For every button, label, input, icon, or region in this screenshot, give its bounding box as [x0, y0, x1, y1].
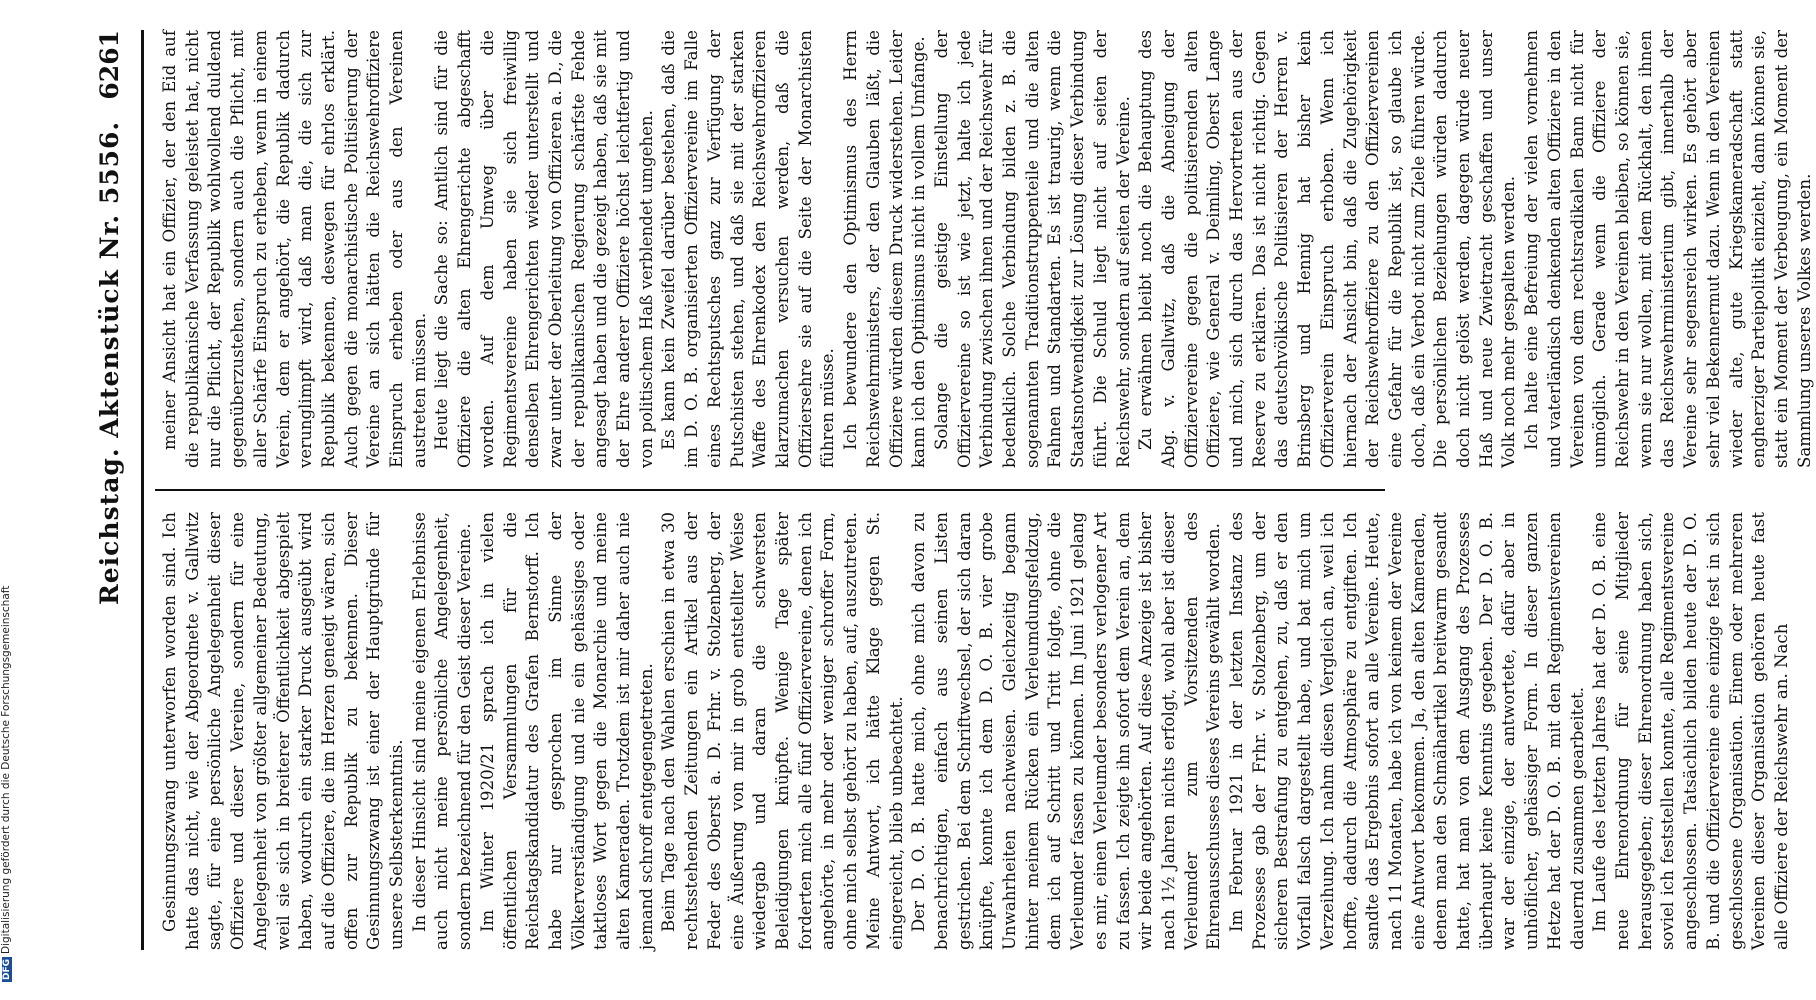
paragraph: In dieser Hinsicht sind meine eigenen Erlebnisse auch nicht meine persönliche Angelegenheit, sondern bezeichnend für den Geist dieser Vereine.	[409, 512, 475, 950]
paragraph: Im Laufe des letzten Jahres hat der D. O. B. eine neue Ehrenordnung für seine Mitglieder herausgegeben; dieser Ehrenordnung haben sich, soviel ich feststellen konnte, alle Regimentsvereine angeschlossen. Tatsächlich bilden heute der D. O. B. und die Offiziervereine eine einzige fest in sich geschlossene Organisation. Einem oder mehreren Vereinen dieser Organisation gehören heute fast alle Offiziere der Reichswehr an. Nach	[1590, 512, 1791, 950]
paragraph: Im Winter 1920/21 sprach ich in vielen öffentlichen Versammlungen für die Reichstagskandidatur des Grafen Bernstorff. Ich habe nur gesprochen im Sinne der Völkerverständigung und nie ein gehässiges oder taktloses Wort gegen die Monarchie und meine alten Kameraden. Trotzdem ist mir daher auch nie jemand schroff entgegengetreten.	[477, 512, 656, 950]
digitization-credit	[0, 12, 14, 982]
dfg-logo-icon: DFG	[2, 958, 12, 980]
paragraph: Zu erwähnen bleibt noch die Behauptung des Abg. v. Gallwitz, daß die Abneigung der Offiziervereine gegen die politisierenden alten Offiziere, wie General v. Deimling, Oberst Lange und mich, sich durch das Hervortreten aus der Reserve zu erklären. Das ist nicht richtig. Gegen das deutschvölkische Politisieren der Herren v. Brinsberg und Hennig hat bisher kein Offizierverein Einspruch erhoben. Wenn ich hiernach der Ansicht bin, daß die Zugehörigkeit der Reichswehroffiziere zu den Offiziervereinen eine Gefahr für die Republik ist, so glaube ich doch, daß ein Verbot nicht zum Ziele führen würde. Die persönlichen Beziehungen würden dadurch doch nicht gelöst werden, dagegen würde neuer Haß und neue Zwietracht geschaffen und unser Volk noch mehr gespalten werden.	[1136, 30, 1519, 468]
credit-text: Digitalisierung gefördert durch die Deutsche Forschungsgemeinschaft	[0, 585, 12, 954]
text-column-right	[159, 30, 1814, 468]
document-scan	[95, 30, 1814, 950]
text-column-left	[159, 512, 1791, 950]
page-header	[95, 30, 143, 950]
paragraph: Es kann kein Zweifel darüber bestehen, daß die im D. O. B. organisierten Offiziervereine im Falle eines Rechtsputsches ganz zur Verfügung der Putschisten stehen, und daß sie mit der starken Waffe des Ehrenkodex den Reichswehroffizieren klarzumachen versuchen werden, daß die Offiziersehre sie auf die Seite der Monarchisten führen müsse.	[659, 30, 838, 468]
paragraph: Solange die geistige Einstellung der Offiziervereine so ist wie jetzt, halte ich jede Verbindung zwischen ihnen und der Reichswehr für bedenklich. Solche Verbindung bilden z. B. die sogenannten Traditionstruppenteile und die alten Fahnen und Standarten. Es ist traurig, wenn die Staatsnotwendigkeit zur Lösung dieser Verbindung führt. Die Schuld liegt nicht auf seiten der Reichswehr, sondern auf seiten der Vereine.	[931, 30, 1133, 468]
page-number: 6261	[95, 30, 124, 100]
paragraph: Gesinnungszwang unterworfen worden sind. Ich hatte das nicht, wie der Abgeordnete v. Gallwitz sagte, für eine persönliche Angelegenheit dieser Offiziere und dieser Vereine, sondern für eine Angelegenheit von größter allgemeiner Bedeutung, weil sie sich in breiterer Öffentlichkeit abgespielt haben, wodurch ein starker Druck ausgeübt wird auf die Offiziere, die im Herzen geneigt wären, sich offen zur Republik zu bekennen. Dieser Gesinnungszwang ist einer der Hauptgründe für unsere Selbsterkenntnis.	[160, 512, 407, 950]
column-divider	[155, 489, 1385, 491]
header-title: Reichstag. Aktenstück Nr. 5556.	[95, 120, 124, 605]
paragraph: Der D. O. B. hatte mich, ohne mich davon zu benachrichtigen, einfach aus seinen Listen gestrichen. Bei dem Schriftwechsel, der sich daran knüpfte, konnte ich dem D. O. B. vier grobe Unwahrheiten nachweisen. Gleichzeitig begann hinter meinem Rücken ein Verleumdungsfeldzug, dem ich auf Schritt und Tritt folgte, ohne die Verleumder fassen zu können. Im Juni 1921 gelang es mir, einen Verleumder besonders verlogener Art zu fassen. Ich zeigte ihn sofort dem Verein an, dem wir beide angehörten. Auf diese Anzeige ist bisher nach 1½ Jahren nichts erfolgt, wohl aber ist dieser Verleumder zum Vorsitzenden des Ehrenausschusses dieses Vereins gewählt worden.	[909, 512, 1224, 950]
paragraph: Ich bewundere den Optimismus des Herrn Reichswehrministers, der den Glauben läßt, die Offiziere würden diesem Druck widerstehen. Leider kann ich den Optimismus nicht in vollem Umfange.	[841, 30, 929, 468]
paragraph: Heute liegt die Sache so: Amtlich sind für die Offiziere die alten Ehrengerichte abgeschafft worden. Auf dem Umweg über die Regimentsvereine haben sie sich freiwillig denselben Ehrengerichten wieder unterstellt und zwar unter der Oberleitung von Offizieren a. D., die der republikanischen Regierung schärfste Fehde angesagt haben und die gezeigt haben, daß sie mit der Ehre anderer Offiziere höchst leichtfertig und von politischem Haß verblendet umgehen.	[432, 30, 656, 468]
paragraph: meiner Ansicht hat ein Offizier, der den Eid auf die republikanische Verfassung geleistet hat, nicht nur die Pflicht, der Republik wohlwollend duldend gegenüberzustehen, sondern auch die Pflicht, mit aller Schärfe Einspruch zu erheben, wenn in einem Verein, dem er angehört, die Republik dadurch verunglimpft wird, daß man die, die sich zur Republik bekennen, deswegen für ehrlos erklärt. Auch gegen die monarchistische Politisierung der Vereine an sich hätten die Reichswehroffiziere Einspruch erheben oder aus den Vereinen austreten müssen.	[160, 30, 429, 468]
paragraph: Beim Tage nach den Wahlen erschien in etwa 30 rechtsstehenden Zeitungen ein Artikel aus der Feder des Oberst a. D. Frhr. v. Stolzenberg, der eine Äußerung von mir in grob entstellter Weise wiedergab und daran die schwersten Beleidigungen knüpfte. Wenige Tage später forderten mich alle fünf Offiziervereine, denen ich angehörte, in mehr oder weniger schroffer Form, ohne mich selbst gehört zu haben, auf, auszutreten. Meine Antwort, ich hätte Klage gegen St. eingereicht, blieb unbeachtet.	[659, 512, 906, 950]
paragraph: Im Februar 1921 in der letzten Instanz des Prozesses gab der Frhr. v. Stolzenberg, um der sicheren Bestrafung zu entgehen, zu, daß er den Vorfall falsch dargestellt habe, und bat mich um Verzeihung. Ich nahm diesen Vergleich an, weil ich hoffte, dadurch die Atmosphäre zu entgiften. Ich sandte das Ergebnis sofort an alle Vereine. Heute, nach 11 Monaten, habe ich von keinem der Vereine eine Antwort bekommen. Ja, den alten Kameraden, denen man den Schmähartikel breitwarm gesandt hatte, hat man von dem Ausgang des Prozesses überhaupt keine Kenntnis gegeben. Der D. O. B. war der einzige, der antwortete, dafür aber in unhöflicher, gehässiger Form. In dieser ganzen Hetze hat der D. O. B. mit den Regimentsvereinen dauernd zusammen gearbeitet.	[1227, 512, 1587, 950]
header-rule	[141, 30, 144, 950]
paragraph: Ich halte eine Befreiung der vielen vornehmen und vaterländisch denkenden alten Offiziere in den Vereinen von dem rechtsradikalen Bann nicht für unmöglich. Gerade wenn die Offiziere der Reichswehr in den Vereinen bleiben, so können sie, wenn sie nur wollen, mit dem Rückhalt, den ihnen das Reichswehrministerium gibt, innerhalb der Vereine sehr segensreich wirken. Es gehört aber sehr viel Bekennermut dazu. Wenn in den Vereinen wieder alte, gute Kriegskameradschaft statt engherziger Parteipolitik einzieht, dann können sie, statt ein Moment der Verbeugung, ein Moment der Sammlung unseres Volkes werden.	[1522, 30, 1814, 468]
